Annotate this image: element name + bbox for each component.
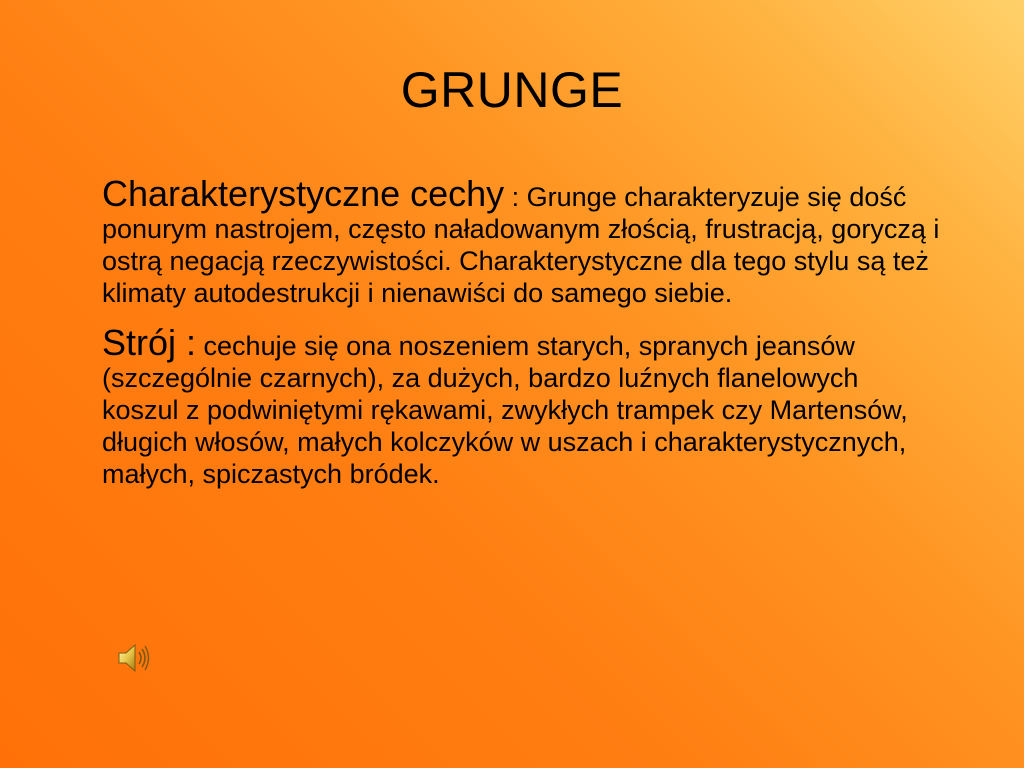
outfit-text: cechuje się ona noszeniem starych, spranych jeansów (szczególnie czarnych), za dużych, bardzo luźnych flanelowych koszul z podwiniętymi rękawami, zwykłych trampek czy Martensów, długich włosów, małych kolczyków w uszach i charakterystycznych, małych, spiczastych bródek. xyxy=(102,331,908,489)
slide-body xyxy=(102,173,942,508)
paragraph-outfit xyxy=(102,322,942,490)
paragraph-characteristics xyxy=(102,173,942,309)
slide-title: GRUNGE xyxy=(400,62,624,118)
characteristics-text: : Grunge charakteryzuje się dość ponurym nastrojem, często naładowanym złością, frustracją, goryczą i ostrą negacją rzeczywistości. Charakterystyczne dla tego stylu są też klimaty autodestrukcji i nienawiści do samego siebie. xyxy=(102,182,940,308)
speaker-icon[interactable] xyxy=(116,640,152,676)
characteristics-heading: Charakterystyczne cechy xyxy=(102,173,505,214)
outfit-heading: Strój : xyxy=(102,322,197,363)
